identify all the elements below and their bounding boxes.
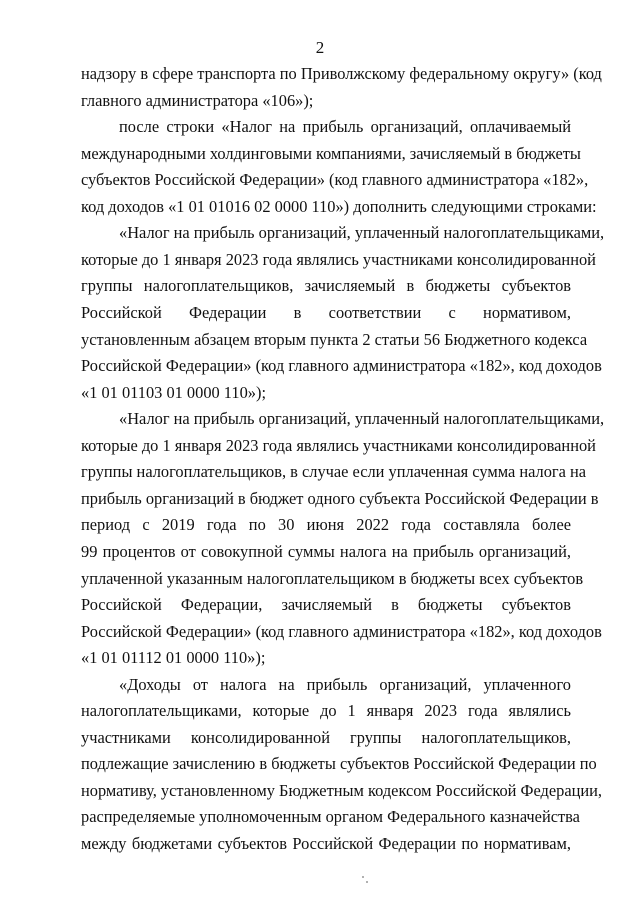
text-line: между бюджетами субъектов Российской Федерации по нормативам,: [81, 834, 571, 853]
text-line: «1 01 01103 01 0000 110»);: [81, 382, 266, 402]
text-line: подлежащие зачислению в бюджеты субъектов Российской Федерации по: [81, 754, 597, 774]
text-line: прибыль организаций в бюджет одного субъекта Российской Федерации в: [81, 488, 599, 508]
text-line: Российской Федерации» (код главного администратора «182», код доходов: [81, 356, 602, 376]
text-line: после строки «Налог на прибыль организаций, оплачиваемый: [119, 117, 571, 137]
text-line: участниками консолидированной группы налогоплательщиков,: [81, 727, 571, 747]
scan-speck: [366, 881, 368, 883]
text-line: нормативу, установленному Бюджетным кодексом Российской Федерации,: [81, 780, 603, 800]
text-line: «Доходы от налога на прибыль организаций, уплаченного: [119, 674, 571, 694]
text-line: международными холдинговыми компаниями, зачисляемый в бюджеты: [81, 143, 581, 163]
text-line: которые до 1 января 2023 года являлись участниками консолидированной: [81, 435, 596, 455]
text-line: налогоплательщиками, которые до 1 января 2023 года являлись: [81, 701, 571, 721]
text-line: Российской Федерации» (код главного администратора «182», код доходов: [81, 621, 602, 641]
text-line: установленным абзацем вторым пункта 2 статьи 56 Бюджетного кодекса: [81, 329, 588, 349]
text-line: группы налогоплательщиков, зачисляемый в бюджеты субъектов: [81, 276, 571, 296]
text-line: Российской Федерации, зачисляемый в бюджеты субъектов: [81, 595, 571, 614]
text-line: «1 01 01112 01 0000 110»);: [81, 648, 266, 668]
scan-speck: [362, 876, 364, 878]
text-line: «Налог на прибыль организаций, уплаченный налогоплательщиками,: [119, 409, 605, 429]
text-line: субъектов Российской Федерации» (код главного администратора «182»,: [81, 170, 589, 190]
text-line: распределяемые уполномоченным органом Федерального казначейства: [81, 807, 580, 827]
text-line: Российской Федерации в соответствии с нормативом,: [81, 303, 571, 322]
text-line: которые до 1 января 2023 года являлись участниками консолидированной: [81, 249, 596, 269]
text-line: «Налог на прибыль организаций, уплаченный налогоплательщиками,: [119, 223, 605, 243]
text-line: главного администратора «106»);: [81, 90, 314, 110]
text-line: код доходов «1 01 01016 02 0000 110») дополнить следующими строками:: [81, 196, 597, 216]
text-line: группы налогоплательщиков, в случае если уплаченная сумма налога на: [81, 462, 587, 482]
text-line: надзору в сфере транспорта по Приволжскому федеральному округу» (код: [81, 64, 602, 83]
text-line: 99 процентов от совокупной суммы налога на прибыль организаций,: [81, 541, 571, 561]
text-line: период с 2019 года по 30 июня 2022 года составляла более: [81, 515, 571, 535]
text-line: уплаченной указанным налогоплательщиком в бюджеты всех субъектов: [81, 568, 584, 588]
page-number: 2: [315, 38, 325, 57]
